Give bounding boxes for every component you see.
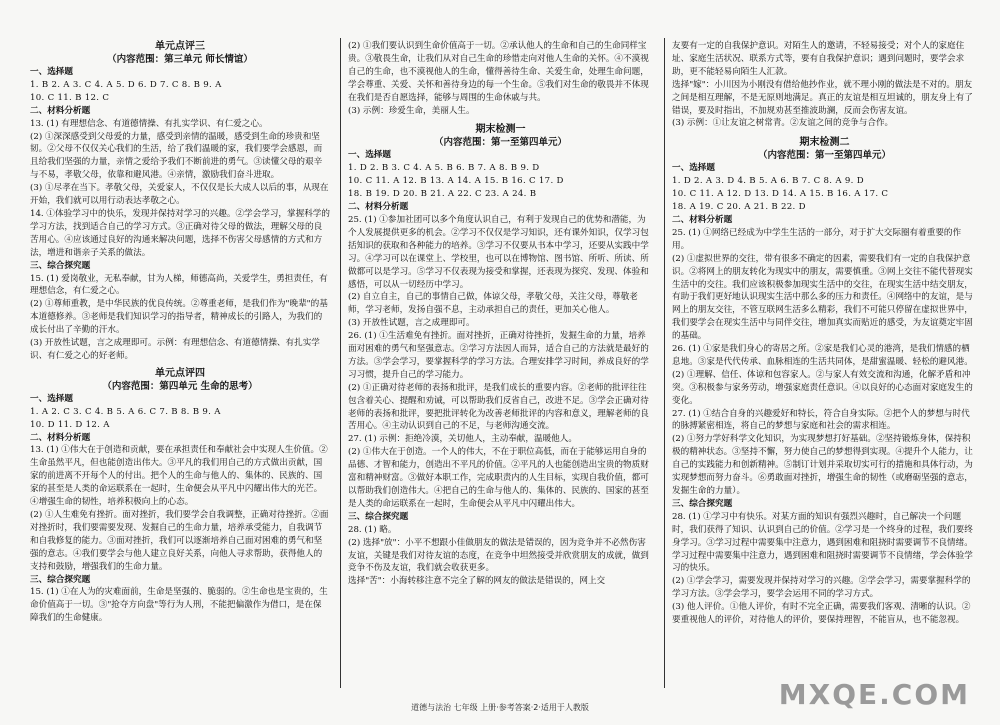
section-heading: 二、材料分析题 (30, 432, 91, 443)
answer-paragraph: 26. (1) ①家是我们身心的寄居之所。②家是我们心灵的港湾，是我们情感的栖息地。③家是代代传承、血脉相连的生活共同体，是甜蜜温暖、轻松的避风港。 (672, 344, 973, 367)
answer-line: 18. A 19. C 20. A 21. B 22. D (672, 202, 806, 213)
answer-paragraph: 15. (1) 爱岗敬业，无私奉献，甘为人梯，师德高尚，关爱学生，勇担责任，有理想信念，有仁爱之心。 (30, 273, 328, 297)
answer-paragraph: (2) ①深深感受到父母爱的力量，感受到亲情的温暖，感受到生命的珍贵和坚韧。②父母不仅仅关心我们的生活，给了我们温暖的家，我们要学会感恩，而且给我们坚强的力量，亲情之爱给予我们不断前进的勇气。③读懂父母的艰辛与不易，孝敬父母，依靠和避风港。④亲情，激励我们奋斗进取。 (30, 131, 323, 181)
answer-line: 10. D 11. D 12. A (30, 419, 110, 430)
answer-paragraph: 友要有一定的自我保护意识。对陌生人的邀请，不轻易接受；对个人的家庭住址、家庭生活状况、联系方式等，要有自我保护意识；遇到问题时，要学会求助，更不能轻易向陌生人汇款。 (672, 41, 965, 77)
answer-line: 1. A 2. C 3. C 4. B 5. A 6. C 7. B 8. B 9. A (30, 406, 221, 417)
section-heading: 三、综合探究题 (30, 574, 91, 585)
answer-line: 10. C 11. A 12. B 13. A 14. A 15. B 16. C 17. D (348, 176, 564, 187)
answer-paragraph: (3) 他人评价。①他人评价，有时不完全正确，需要我们客观、清晰的认识。②要重视他人的评价，对待他人的评价，要保持理智，不能盲从，也不能忽视。 (672, 602, 971, 626)
answer-line: 10. C 11. A 12. D 13. D 14. A 15. B 16. A 17. C (672, 189, 889, 200)
answer-paragraph: 27. (1) ①结合自身的兴趣爱好和特长，符合自身实际。②把个人的梦想与时代的脉搏紧密相连，将自己的梦想与家庭和社会的需求相连。 (672, 408, 970, 432)
unit-review-three-title: 单元点评三 (155, 41, 205, 52)
answer-paragraph: 28. (1) 略。 (348, 524, 397, 535)
answer-paragraph: (2) ①虚拟世界的交往，带有很多不确定的因素，需要我们有一定的自我保护意识。②将网上的朋友转化为现实中的朋友，需要慎重。③网上交往不能代替现实生活中的交往。我们应该积极参加现实生活中的交往，在现实生活中结交朋友，有助于我们更好地认识现实生活中那么多的压力和责任。④网络中的友谊，是与网上的朋友交往，不管互联网生活多么精彩，我们不可能只停留在虚拟世界中，我们要学会在现实生活中与同伴交往，增加真实而贴近的感受，为友谊奠定牢固的基础。 (672, 253, 973, 342)
answer-paragraph: 27. (1) 示例：拒绝冷漠，关切他人，主动奉献，温暖他人。 (348, 434, 577, 445)
answer-paragraph: 13. (1) 有理想信念、有道德情操、有扎实学识、有仁爱之心。 (30, 118, 268, 129)
answer-line: 1. D 2. B 3. C 4. A 5. B 6. B 7. A 8. B 9. D (348, 163, 540, 174)
section-heading: 一、选择题 (30, 393, 73, 404)
answer-paragraph: (3) 示例：①让友谊之树常青。②友谊之间的竞争与合作。 (672, 118, 894, 129)
unit-review-three-scope: （内容范围：第三单元 师长情谊） (107, 54, 253, 65)
final-exam-two-title: 期末检测二 (799, 137, 850, 149)
answer-line: 18. B 19. D 20. B 21. A 22. C 23. A 24. B (348, 189, 537, 200)
section-heading: 一、选择题 (348, 150, 391, 161)
answer-paragraph: 15. (1) ①在人为的灾难面前，生命是坚强的、脆弱的。②生命也是宝贵的，生命价值高于一切。③"抢夺方向盘"等行为人刑，不能把偏激作为借口，是在保障我们的生命健康。 (30, 587, 328, 624)
section-heading: 二、材料分析题 (348, 202, 409, 213)
final-exam-one-title: 期末检测一 (475, 124, 526, 136)
section-heading: 三、综合探究题 (348, 511, 409, 522)
section-heading: 二、材料分析题 (672, 214, 733, 225)
answer-paragraph: (3) 开放性试题，言之成理即可。示例：有理想信念、有道德情操、有扎实学识、有仁爱之心的好老师。 (30, 338, 320, 361)
answer-paragraph: (2) 自立自主，自己的事情自己做，体谅父母，孝敬父母，关注父母，尊敬老师，学习老师，发扬自强不息，主动承担自己的责任，更加关心他人。 (348, 292, 638, 316)
answer-paragraph: (3) 示例：珍爱生命，美丽人生。 (348, 105, 475, 116)
column-divider (340, 38, 341, 688)
answer-paragraph: (2) ①理解、信任、体谅和包容家人。②与家人有效交流和沟通，化解矛盾和冲突。③积极参与家务劳动，增强家庭责任意识。④以良好的心态面对家庭发生的变化。 (672, 369, 973, 406)
answer-paragraph: 25. (1) ①参加社团可以多个角度认识自己，有利于发现自己的优势和潜能，为个人发展提供更多的机会。②学习不仅仅是学习知识，还有课外知识，仅学习包括知识的获取和各种能力的培养。③学习不仅要从书本中学习，还要从实践中学习。④学习可以在课堂上、学校里，也可以在博物馆、图书馆、所听、所读、所做都可以是学习。⑤学习不仅表现为接受和掌握，还表现为探究、发现、体验和感悟，可以从一切经历中学习。 (348, 214, 649, 290)
answer-line: 10. C 11. B 12. C (30, 92, 110, 103)
section-heading: 三、综合探究题 (30, 260, 91, 271)
answer-paragraph: 26. (1) ①生活难免有挫折。面对挫折，正确对待挫折，发掘生命的力量，培养面对困难的勇气和坚强意志。②学习方法因人而异，适合自己的方法就是最好的方法。③学会学习，要掌握科学的学习方法。合理安排学习时间，养成良好的学习习惯，提升自己的学习能力。 (348, 331, 649, 380)
watermark-logo: MXQE.COM (778, 678, 970, 711)
answer-paragraph: 选择"嫁"：小川因为小刚没有借给他抄作业，就不理小刚的做法是不对的。朋友之间是相互理解，不是无原则地满足。真正的友谊是相互坦诚的，朋友身上有了错误，要及时指出，不加规劝甚至推波助澜，反而会伤害友谊。 (672, 79, 973, 116)
answer-paragraph: (2) ①学会学习，需要发现并保持对学习的兴趣。②学会学习，需要掌握科学的学习方法。③学会学习，要学会运用不同的学习方式。 (672, 576, 971, 600)
answer-paragraph: 选择"苦"：小海转移注意不完全了解的网友的做法是错误的，网上交 (348, 576, 606, 587)
final-exam-two-scope: （内容范围：第一至第四单元） (757, 150, 891, 162)
section-heading: 一、选择题 (672, 163, 715, 174)
section-heading: 三、综合探究题 (672, 498, 733, 509)
column-divider (664, 38, 665, 688)
page-footer: 道德与法治 七年级 上册·参考答案·2·适用于人教版 (411, 703, 589, 712)
answer-paragraph: 14. ①体验学习中的快乐，发现并保持对学习的兴趣。②学会学习，掌握科学的学习方法，找到适合自己的学习方式。③正确对待父母的做法，理解父母的良苦用心。④应该通过良好的沟通来解决问题，选择不伤害父母感情的方式和方法，增进和谐亲子关系的做法。 (30, 208, 330, 258)
unit-review-four-title: 单元点评四 (155, 367, 205, 379)
answer-paragraph: (2) ①人生难免有挫折。面对挫折，我们要学会自我调整，正确对待挫折。②面对挫折时，我们要需要发现、发掘自己的生命力量，培养承受能力，自我调节和自我修复的能力。③面对挫折，我们可以逐渐培养自己面对困难的勇气和坚强的意志。④我们要学会与他人建立良好关系，向他人寻求帮助，获得他人的支持和鼓励，增强我们的生命力量。 (30, 510, 329, 572)
answer-line: 1. B 2. A 3. C 4. A 5. D 6. D 7. C 8. B 9. A (30, 79, 222, 90)
answer-paragraph: (2) ①伟大在于创造。一个人的伟大，不在于职位高低，而在于能够运用自身的品德、才智和能力，创造出不平凡的价值。②平凡的人也能创造出宝贵的物质财富和精神财富。③做好本职工作，完成职责内的人生目标，实现自我价值，都可以帮助我们创造伟大。④把自己的生命与他人的、集体的、民族的、国家的甚至是人类的命运联系在一起时，生命便会从平凡中闪耀出伟大。 (348, 447, 649, 509)
answer-paragraph: (3) 开放性试题，言之成理即可。 (348, 318, 475, 329)
answer-paragraph: (2) ①正确对待老师的表扬和批评，是我们成长的重要内容。②老师的批评往往包含着关心、提醒和劝诫，可以帮助我们反省自己，改进不足。③学会正确对待老师的表扬和批评，要把批评转化为改善老师批评的内容和意义，理解老师的良苦用心。④主动认识到自己的不足，与老师沟通交流。 (348, 382, 649, 432)
answer-paragraph: (2) ①我们要认识到生命价值高于一切。②承认他人的生命和自己的生命同样宝贵。③敬畏生命，让我们从对自己生命的珍惜走向对他人生命的关怀。④不漠视自己的生命，也不漠视他人的生命，懂得善待生命、关爱生命，处理生命问题，学会尊重、关爱、关怀和善待身边的每一个生命。⑤我们对生命的敬畏并不体现在我们是否自愿选择，能够与周围的生命休戚与共。 (348, 41, 649, 103)
unit-review-four-scope: （内容范围：第四单元 生命的思考） (102, 380, 258, 392)
answer-paragraph: (2) ①尊师重教，是中华民族的优良传统。②尊重老师，是我们作为"晚辈"的基本道德修养。③老师是我们知识学习的指导者，精神成长的引路人，为我们的成长付出了辛勤的汗水。 (30, 299, 328, 336)
section-heading: 二、材料分析题 (30, 105, 91, 116)
section-heading: 一、选择题 (30, 67, 73, 77)
answer-paragraph: (2) 选择"放"：小平不想跟小佳做朋友的做法是错误的，因为竞争并不必然伤害友谊，关键是我们对待友谊的态度，在竞争中坦然接受并欣赏朋友的成就，做到竞争不伤及友谊，我们就会收获更多。 (348, 537, 649, 574)
answer-paragraph: 13. (1) ①伟大在于创造和贡献，要在承担责任和奉献社会中实现人生价值。②生命虽然平凡，但也能创造出伟大。③平凡的我们用自己的方式做出贡献，国家的前进离不开每个人的付出。把个人的生命与他人的、集体的、民族的、国家的甚至是人类的命运联系在一起时，生命便会从平凡中闪耀出伟大的光芒。④增强生命的韧性，培养积极向上的心态。 (30, 445, 328, 508)
right-column (672, 40, 977, 700)
middle-column (348, 40, 653, 700)
answer-paragraph: 25. (1) ①网络已经成为中学生生活的一部分，对于扩大交际圈有着重要的作用。 (672, 227, 962, 251)
final-exam-one-scope: （内容范围：第一至第四单元） (433, 137, 567, 149)
answer-line: 1. D 2. A 3. D 4. B 5. A 6. B 7. C 8. A 9. D (672, 176, 864, 187)
left-column (30, 40, 330, 700)
answer-paragraph: (3) ①尽孝在当下。孝敬父母，关爱家人，不仅仅是长大成人以后的事，从现在开始，我们就可以用行动表达孝敬之心。 (30, 183, 329, 207)
answer-paragraph: (2) ①努力学好科学文化知识，为实现梦想打好基础。②坚持锻炼身体，保持积极的精神状态。③坚持不懈，努力使自己的梦想得到实现。④提升个人能力，让自己的实践能力和创新精神。⑤制订计划并采取切实可行的措施和具体行动，为实现梦想而努力奋斗。⑥勇敢面对挫折，增强生命的韧性（或磨砺坚强的意志，发掘生命的力量）。 (672, 434, 973, 496)
answer-paragraph: 28. (1) ①学习中有快乐。对某方面的知识有强烈兴趣时，自己解决一个问题时，我们获得了知识、认识到自己的价值。②学习是一个终身的过程，我们要终身学习。③学习过程中需要集中注意力，遇到困难和阻挠时需要调节不良情绪。学习过程中需要集中注意力，遇到困难和阻挠时需要调节不良情绪，学会体验学习的快乐。 (672, 511, 973, 574)
